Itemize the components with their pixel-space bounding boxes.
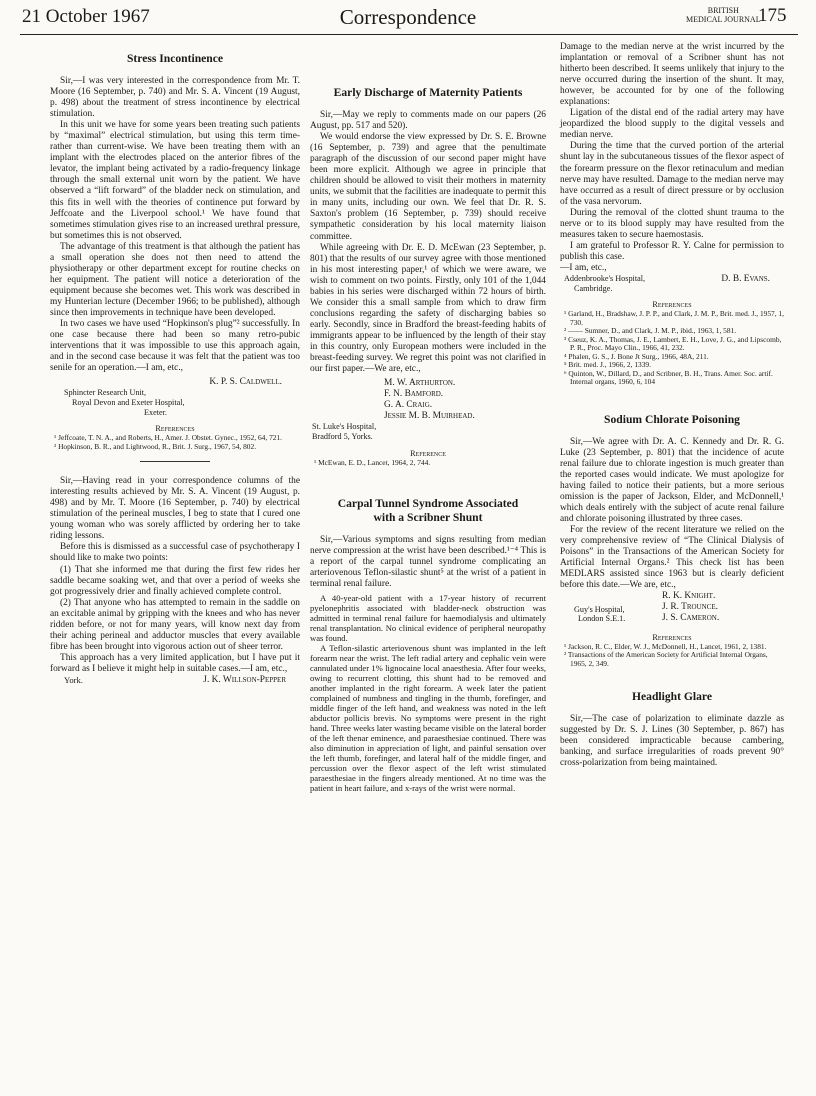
paragraph: A 40-year-old patient with a 17-year history of recurrent pyelonephritis associated with bladder-neck obstruction was admitted in terminal renal failure for haemodialysis and ultimately renal transplantation. No clinical evidence of peripheral neuropathy was found. — [310, 593, 546, 644]
signature: M. W. Arthurton. — [384, 378, 456, 389]
paragraph: During the time that the curved portion of the arterial shunt lay in the subcutaneous tissues of the flexor aspect of the forearm pressure on the flexor retinaculum and median nerve may have resulted. Damage to the median nerve may have occurred as a result of direct pressure or by occlusion of the vasa nervorum. — [560, 141, 784, 207]
paragraph: Sir,—The case of polarization to eliminate dazzle as suggested by Dr. S. J. Lines (30 September, p. 867) has been considered impracticable because cambering, banking, and surface irregularities of roads prevent 90° cross-polarization from being maintained. — [560, 714, 784, 769]
article-heading-early-discharge: Early Discharge of Maternity Patients — [333, 86, 523, 99]
paragraph: This approach has a very limited application, but I have put it forward as I believe it might help in suitable cases.—I am, etc., — [50, 652, 300, 674]
paragraph: Ligation of the distal end of the radial artery may have jeopardized the blood supply to the digital vessels and median nerve. — [560, 108, 784, 141]
issue-date: 21 October 1967 — [22, 6, 150, 27]
article-heading-stress-incontinence: Stress Incontinence — [126, 52, 224, 65]
reference-item: ³ Cseuz, K. A., Thomas, J. E., Lambert, E. H., Love, J. G., and Lipscomb, P. R., Proc. Mayo Clin., 1966, 41, 232. — [564, 334, 782, 353]
reference-item: ⁴ Phalen, G. S., J. Bone Jt Surg., 1966, 48A, 211. — [564, 351, 709, 361]
paragraph: Sir,—Various symptoms and signs resulting from median nerve compression at the wrist have been described.¹⁻⁴ This is a report of the carpal tunnel syndrome complicating an arteriovenous Teflon-silastic shunt⁵ at the wrist of a patient in terminal renal failure. — [310, 535, 546, 590]
paragraph: —I am, etc., — [560, 262, 607, 273]
article-heading-carpal-tunnel: Carpal Tunnel Syndrome Associated with a Scribner Shunt — [337, 497, 519, 525]
address: Addenbrooke's Hospital, Cambridge. — [564, 273, 646, 293]
paragraph: During the removal of the clotted shunt trauma to the nerve or to its blood supply may have resulted from the measures taken to secure haemostasis. — [560, 207, 784, 240]
references-heading: References — [155, 424, 195, 434]
signature: Jessie M. B. Muirhead. — [384, 411, 475, 422]
signature: G. A. Craig. — [384, 400, 433, 411]
signatures — [310, 378, 546, 422]
column-1 — [50, 44, 300, 686]
column-2 — [310, 44, 546, 793]
paragraph: Sir,—We agree with Dr. A. C. Kennedy and Dr. R. G. Luke (23 September, p. 801) that the incidence of acute renal failure due to chlorate ingestion is much greater than the reported cases would indicate. We must apologize for having failed to notice their patients, but a more serious omission is the paper of Jackson, Elder, and McDonnell,¹ which deals entirely with the subject of acute renal failure and chlorate poisoning illustrated by three cases. — [560, 436, 784, 525]
signature: R. K. Knight. — [662, 591, 716, 602]
reference-item: ² —— Sumner, D., and Clark, J. M. P., ibid., 1963, 1, 581. — [564, 326, 737, 336]
paragraph: Sir,—I was very interested in the correspondence from Mr. T. Moore (16 September, p. 740) and Mr. S. A. Vincent (19 August, p. 498) about the treatment of stress incontinence by electrical stimulation. — [50, 76, 300, 120]
paragraph: Sir,—Having read in your correspondence columns of the interesting results achieved by Mr. S. A. Vincent (19 August, p. 498) and by Mr. T. Moore (16 September, p. 740) by electrical stimulation of the perineal muscles, I beg to state that I cured one young woman who was sorely afflicted by ordering her to take riding lessons. — [50, 476, 300, 542]
article-heading-sodium-chlorate: Sodium Chlorate Poisoning — [604, 412, 740, 426]
paragraph: In two cases we have used “Hopkinson's plug”² successfully. In one case because there had been so many retro-pubic interventions that it was impossible to use this approach again, and in the second case because it was felt that the patient was too senile for an operation.—I am, etc., — [50, 319, 300, 374]
references-heading: References — [652, 300, 692, 310]
paragraph: (2) That anyone who has attempted to remain in the saddle on an excitable animal by gripping with the knees and who has never ridden before, or not for many years, will know next day from their aching perineal and adductor muscles that every available fibre has been brought into vigorous action out of sheer terror. — [50, 597, 300, 652]
article-heading-headlight-glare: Headlight Glare — [632, 690, 712, 704]
reference-item: ¹ Jackson, R. C., Elder, W. J., McDonnell, H., Lancet, 1961, 2, 1381. — [564, 641, 767, 651]
divider — [140, 461, 210, 462]
paragraph: Damage to the median nerve at the wrist incurred by the implantation or removal of a Scribner shunt has not hitherto been described. It seems unlikely that injury to the nerve occurred during the insertion of the shunt. It may, however, be accounted for by one of the following explanations: — [560, 42, 784, 108]
signature: K. P. S. Caldwell. — [209, 377, 282, 388]
place: York. — [64, 674, 83, 685]
reference-item: ¹ Jeffcoate, T. N. A., and Roberts, H., Amer. J. Obstet. Gynec., 1952, 64, 721. — [54, 433, 283, 443]
paragraph: Before this is dismissed as a successful case of psychotherapy I should like to make two points: — [50, 542, 300, 564]
header-rule — [20, 34, 798, 35]
paragraph: Sir,—May we reply to comments made on our papers (26 August, pp. 517 and 520). — [310, 110, 546, 132]
paragraph: For the review of the recent literature we relied on the very comprehensive review of “The Clinical Dialysis of Poisons” in the Transactions of the American Society for Artificial Internal Organs.² This check list has been MEDLARS assisted since 1963 but is clearly deficient before this date.—We are, etc., — [560, 525, 784, 591]
reference-item: ² Hopkinson, B. R., and Lightwood, R., Brit. J. Surg., 1967, 54, 802. — [54, 441, 257, 451]
address: Sphincter Research Unit, Royal Devon and Exeter Hospital, Exeter. — [64, 388, 185, 417]
paragraph: A Teflon-silastic arteriovenous shunt was implanted in the left forearm near the wrist. The left radial artery and cephalic vein were cannulated under 1% lignocaine local anaesthesia. After four weeks, owing to recurrent clotting, this shunt had to be removed and another implanted in the right forearm. A week later the patient complained of numbness and tingling in the thumb, forefinger, and middle finger of the left hand, and weakness was noted in the left abductor pollicis brevis. No symptoms were present in the right hand. Three weeks later wasting became visible on the lateral border of the left thenar eminence, and paraesthesiae continued. There was also diminution in appreciation of light, and painful sensation over the left thumb, forefinger, and lateral half of the middle finger, and percussion over the flexor aspect of the left wrist stimulated paraesthesiae in the fingers already mentioned. At no time was the patient in heart failure, and x-rays of the wrist were normal. — [310, 643, 546, 794]
signature: J. S. Cameron. — [662, 613, 720, 624]
paragraph: (1) That she informed me that during the first few rides her saddle became soaking wet, and that over a period of weeks she got progressively drier and finally achieved complete control. — [50, 564, 300, 597]
reference-item: ⁵ Brit. med. J., 1966, 2, 1339. — [564, 360, 651, 370]
signature: F. N. Bamford. — [384, 389, 444, 400]
address: St. Luke's Hospital, Bradford 5, Yorks. — [312, 422, 377, 441]
paragraph: I am grateful to Professor R. Y. Calne for permission to publish this case. — [560, 240, 784, 262]
signature: D. B. Evans. — [721, 273, 770, 284]
reference-heading: Reference — [410, 448, 446, 458]
reference-item: ¹ McEwan, E. D., Lancet, 1964, 2, 744. — [314, 457, 431, 467]
column-3 — [560, 44, 784, 769]
references-heading: References — [652, 632, 692, 642]
reference-item: ⁶ Quinton, W., Dillard, D., and Scribner, B. H., Trans. Amer. Soc. artif. Internal organs, 1960, 6, 104 — [564, 368, 773, 387]
paragraph: While agreeing with Dr. E. D. McEwan (23 September, p. 801) that the results of our survey agree with those mentioned in his most interesting paper,¹ of which we were aware, we wish to comment on two points. Firstly, only 101 of the 1,044 babies in his series were discharged within 72 hours of birth. We consider this a small sample from which to draw firm conclusions regarding the safety of discharging babies so early. Secondly, since in Bradford the breast-feeding habits of immigrants appear to be influenced by the length of their stay in this country, only European mothers were included in the breast-feeding survey. We regret this point was not clarified in our first paper.—We are, etc., — [310, 242, 546, 375]
paragraph: We would endorse the view expressed by Dr. S. E. Browne (16 September, p. 739) and agree that the penultimate paragraph of the discussion of our second paper might have been more explicit. Although we agree in principle that children should be allowed to visit their mothers in maternity units, we submit that the facilities are inadequate to permit this in many units, including our own. We feel that Dr. R. S. Saxton's problem (16 September, p. 739) should receive sympathetic consideration by his local maternity liaison committee. — [310, 132, 546, 242]
signature-row — [50, 675, 300, 686]
journal-name: BRITISH MEDICAL JOURNAL — [686, 6, 761, 24]
reference-item: ² Transactions of the American Society for Artificial Internal Organs, 1965, 2, 349. — [564, 650, 768, 668]
signature: J. K. Willson-Pepper — [203, 674, 286, 685]
page-number: 175 — [758, 5, 787, 26]
paragraph: The advantage of this treatment is that although the patient has a small operation she does not then need to attend the physiotherapy or other department except for routine checks on her equipment. The patient will notice a deterioration of the equipment because she becomes wet. This work was described in my Hunterian lecture (December 1966; to be published), although since then improvements in technique have been developed. — [50, 241, 300, 318]
address: Guy's Hospital, London S.E.1. — [574, 604, 626, 624]
section-title: Correspondence — [339, 5, 477, 29]
paragraph: In this unit we have for some years been treating such patients by “maximal” electrical stimulation, but using this term time- rather than current-wise. We have been treating them with an implant with the electrodes placed on the anterior fibres of the levator, the implant being activated by a radio-frequency linkage through the small external unit worn by the patient. We have observed a “lift forward” of the bladder neck on stimulation, and this fits in well with the theories of continence put forward by Jeffcoate and the Liverpool school.¹ We have found that sometimes stimulation gives rise to an increased urethral pressure, but sometimes this is not observed. — [50, 120, 300, 241]
signature: J. R. Trounce. — [662, 602, 718, 613]
signature-row — [560, 274, 784, 293]
reference-item: ¹ Garland, H., Bradshaw, J. P. P., and Clark, J. M. P., Brit. med. J., 1957, 1, 730. — [564, 309, 784, 327]
